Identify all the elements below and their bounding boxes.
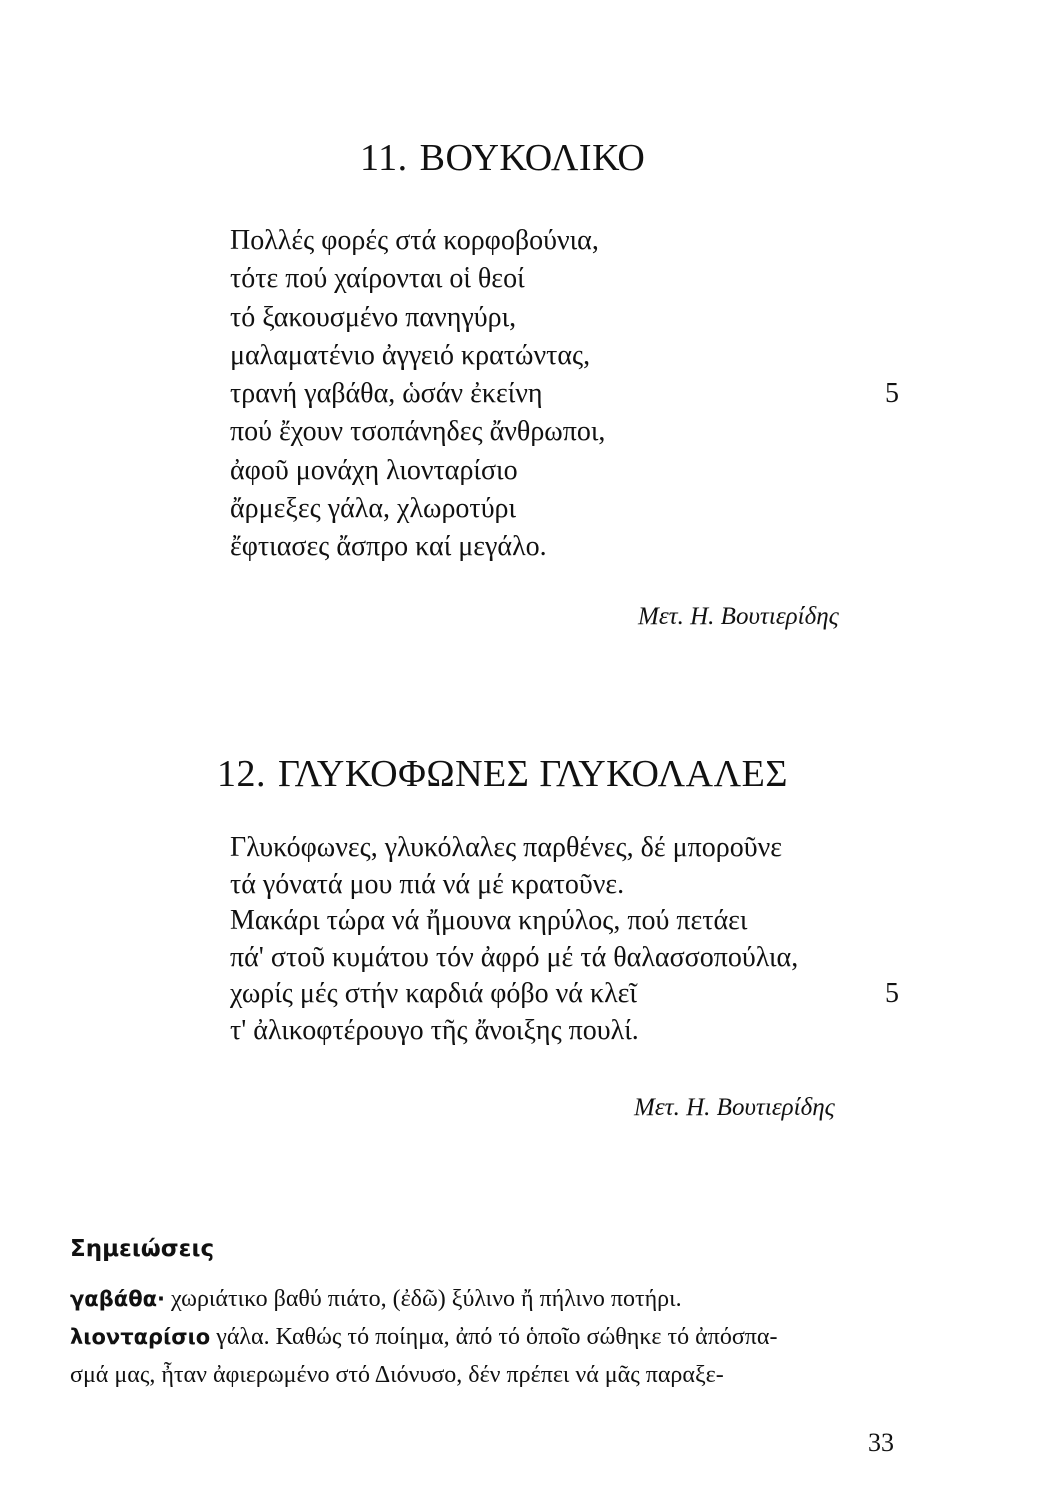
poem-title: ΒΟΥΚΟΛΙΚΟ	[419, 137, 646, 179]
poem-title: ΓΛΥΚΟΦΩΝΕΣ ΓΛΥΚΟΛΑΛΕΣ	[278, 753, 789, 795]
poem-line: πού ἔχουν τσοπάνηδες ἄνθρωποι,	[230, 416, 606, 448]
translator-credit: Μετ. Η. Βουτιερίδης	[634, 1094, 835, 1121]
poem-12-heading	[217, 752, 788, 796]
notes-section	[70, 1236, 930, 1394]
poem-line: πά' στοῦ κυμάτου τόν ἀφρό μέ τά θαλασσοπούλια,	[230, 941, 799, 973]
line-number: 5	[885, 378, 899, 410]
note-text: χωριάτικο βαθύ πιάτο, (ἐδῶ) ξύλινο ἤ πήλινο ποτήρι.	[165, 1286, 682, 1312]
poem-line: τ' ἀλικοφτέρουγο τῆς ἄνοιξης πουλί.	[230, 1014, 639, 1046]
poem-number: 12.	[217, 753, 266, 795]
line-number: 5	[885, 978, 899, 1009]
note-term: γαβάθα·	[70, 1287, 166, 1311]
poem-line: Πολλές φορές στά κορφοβούνια,	[230, 225, 599, 256]
translator-credit: Μετ. Η. Βουτιερίδης	[638, 603, 839, 630]
poem-line: μαλαματένιο ἀγγειό κρατώντας,	[230, 339, 591, 371]
poem-11-body	[230, 222, 910, 567]
poem-line: τότε πού χαίρονται οἱ θεοί	[230, 263, 525, 295]
notes-title: Σημειώσεις	[70, 1236, 215, 1262]
poem-12-body	[230, 830, 910, 1049]
note-entry	[70, 1280, 930, 1318]
note-term: λιονταρίσιο	[70, 1325, 211, 1349]
note-entry	[70, 1318, 930, 1356]
poem-line: Μακάρι τώρα νά ἤμουνα κηρύλος, πού πετάει	[230, 905, 748, 936]
page-number: 33	[868, 1428, 894, 1457]
note-continuation: σμά μας, ἦταν ἀφιερωμένο στό Διόνυσο, δέν πρέπει νά μᾶς παραξε-	[70, 1362, 724, 1388]
poem-number: 11.	[360, 137, 408, 179]
poem-line: τρανή γαβάθα, ὡσάν ἐκείνη 5	[230, 375, 910, 413]
poem-line: τά γόνατά μου πιά νά μέ κρατοῦνε.	[230, 868, 625, 900]
poem-line: ἀφοῦ μονάχη λιονταρίσιο	[230, 454, 518, 486]
poem-line: τό ξακουσμένο πανηγύρι,	[230, 301, 517, 333]
poem-line: χωρίς μές στήν καρδιά φόβο νά κλεῖ 5	[230, 976, 910, 1013]
poem-line: ἄρμεξες γάλα, χλωροτύρι	[230, 493, 517, 525]
poem-line: ἔφτιασες ἄσπρο καί μεγάλο.	[230, 531, 547, 563]
poem-line: Γλυκόφωνες, γλυκόλαλες παρθένες, δέ μποροῦνε	[230, 832, 782, 863]
poem-11-heading	[360, 136, 645, 180]
note-text: γάλα. Καθώς τό ποίημα, ἀπό τό ὁποῖο σώθηκε τό ἀπόσπα-	[210, 1324, 778, 1350]
